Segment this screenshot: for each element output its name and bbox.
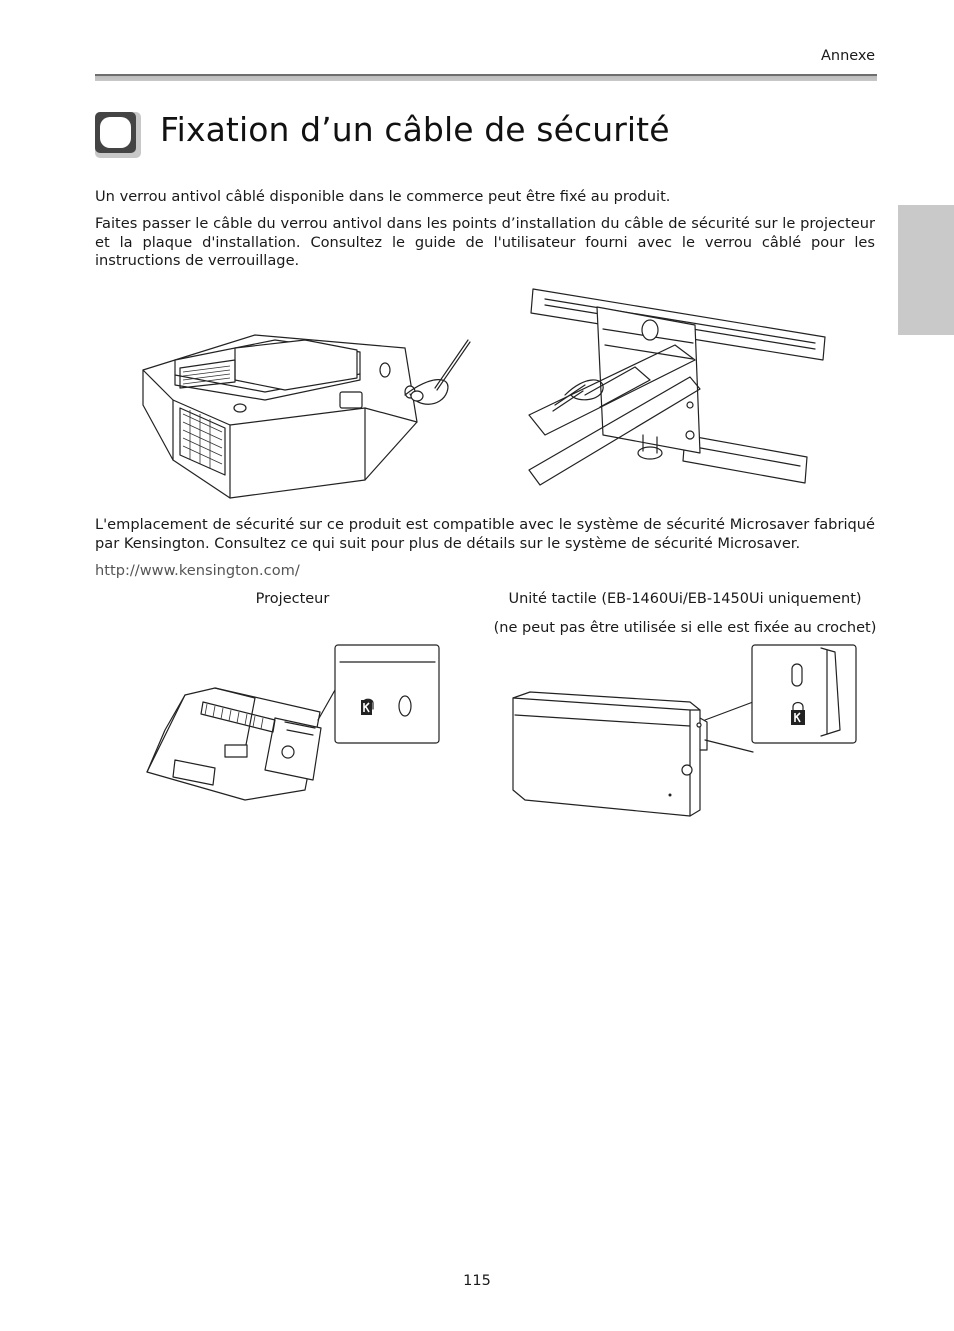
touch-unit-lock-icon	[788, 700, 808, 728]
touch-unit-slot-illustration	[505, 640, 865, 820]
touch-unit-caption: Unité tactile (EB-1460Ui/EB-1450Ui uniquement)	[508, 591, 862, 607]
intro-paragraph: Un verrou antivol câblé disponible dans le commerce peut être fixé au produit.	[95, 188, 671, 205]
page-number: 115	[463, 1273, 491, 1289]
section-bullet-icon	[95, 112, 141, 158]
instructions-paragraph: Faites passer le câble du verrou antivol dans les points d’installation du câble de sécurité sur le projecteur et la plaque d'installation. Consultez le guide de l'utilisateur fourni avec le verrou câblé pour les instructions de verrouillage.	[95, 215, 875, 269]
kensington-link[interactable]: http://www.kensington.com/	[95, 562, 300, 579]
wall-plate-cable-illustration	[525, 285, 840, 497]
page-title: Fixation d’un câble de sécurité	[160, 110, 670, 149]
compatibility-paragraph: L'emplacement de sécurité sur ce produit est compatible avec le système de sécurité Microsaver fabriqué par Kensington. Consultez ce qui suit pour plus de détails sur le système de sécurité Microsaver.	[95, 516, 875, 552]
projector-caption: Projecteur	[255, 591, 330, 607]
header-rule	[95, 74, 877, 81]
header-section-label: Annexe	[820, 48, 875, 64]
kensington-lock-icon	[358, 697, 378, 719]
projector-cable-illustration	[135, 330, 480, 505]
touch-unit-note: (ne peut pas être utilisée si elle est fixée au crochet)	[493, 620, 877, 636]
side-thumb-tab	[898, 205, 954, 335]
projector-slot-illustration	[145, 640, 445, 805]
